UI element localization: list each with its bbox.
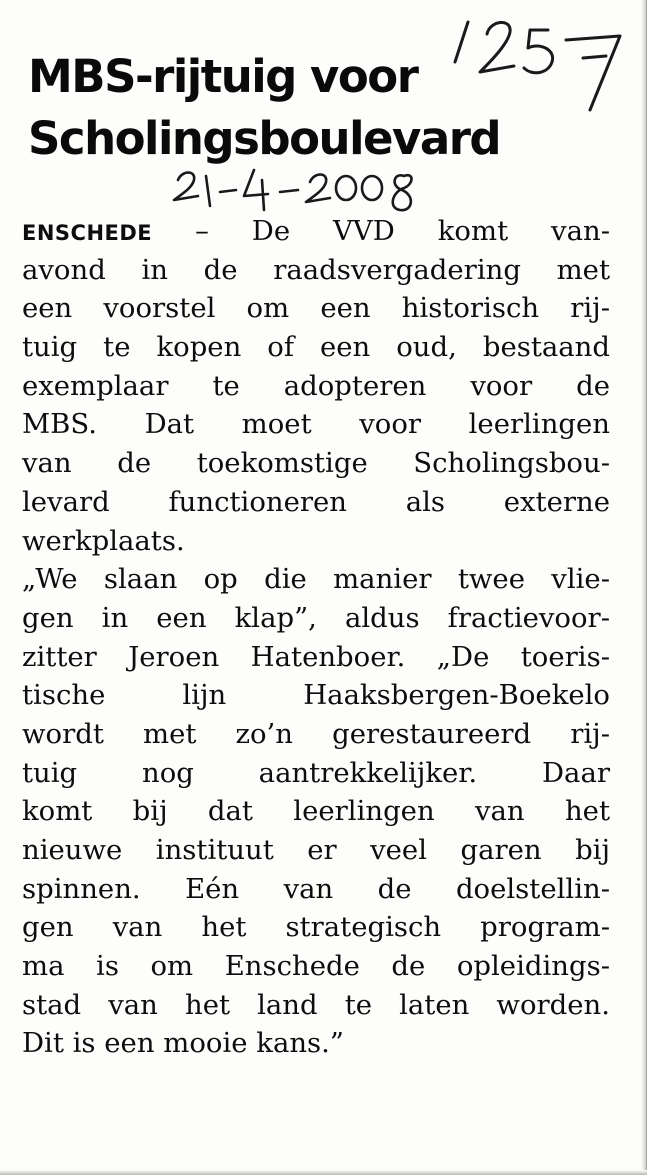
paper-edge-bottom	[0, 1170, 647, 1175]
article-line: tuig nog aantrekkelijker. Daar	[22, 756, 610, 789]
article-line: ma is om Enschede de opleidings-	[22, 950, 610, 983]
article-line: van de toekomstige Scholingsbou-	[22, 447, 610, 480]
article-line: werkplaats.	[22, 524, 185, 557]
article-line: Dit is een mooie kans.”	[22, 1027, 344, 1060]
article-line: „We slaan op die manier twee vlie-	[22, 563, 610, 596]
article-line: stad van het land te laten worden.	[22, 988, 610, 1021]
article-line: exemplaar te adopteren voor de	[22, 369, 610, 402]
article-line: tuig te kopen of een oud, bestaand	[22, 331, 610, 364]
headline-line-1: MBS-rijtuig voor	[28, 50, 418, 103]
article-line: gen van het strategisch program-	[22, 911, 610, 944]
paper-edge-right	[641, 0, 647, 1175]
article-line: gen in een klap”, aldus fractievoor-	[22, 601, 610, 634]
headline-line-2: Scholingsboulevard	[28, 112, 501, 165]
article-first-line	[22, 212, 610, 251]
article-line: tische lijn Haaksbergen-Boekelo	[22, 679, 610, 712]
article-body	[22, 212, 610, 1063]
article-line: nieuwe instituut er veel garen bij	[22, 834, 610, 866]
first-line-text: De VVD komt van-	[251, 215, 610, 247]
article-line: wordt met zo’n gerestaureerd rij-	[22, 717, 610, 750]
article-line: levard functioneren als externe	[22, 485, 610, 518]
article-line: komt bij dat leerlingen van het	[22, 795, 610, 828]
article-line: een voorstel om een historisch rij-	[22, 292, 610, 325]
dateline: ENSCHEDE	[22, 221, 153, 245]
article-line: MBS. Dat moet voor leerlingen	[22, 408, 610, 441]
article-line: zitter Jeroen Hatenboer. „De toeris-	[22, 640, 610, 673]
article-line: spinnen. Eén van de doelstellin-	[22, 872, 610, 905]
dateline-dash: –	[152, 215, 252, 247]
article-line: avond in de raadsvergadering met	[22, 253, 610, 286]
headline	[28, 46, 548, 170]
